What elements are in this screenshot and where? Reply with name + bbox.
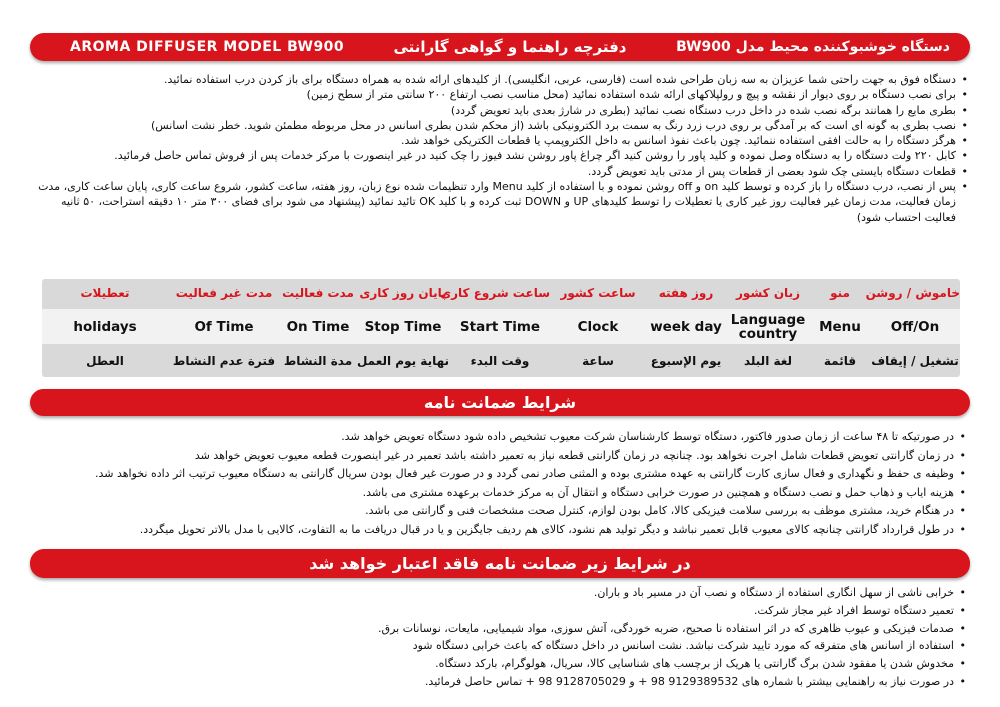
list-item: • استفاده از اسانس های متفرقه که مورد تایید شرکت نباشد. نشت اسانس در داخل دستگاه که باعث خرابی دستگاه شود [300,637,970,655]
list-item: • در صورت نیاز به راهنمایی بیشتر با شماره های 9129389532 98 + و 9128705029 98 + تماس حاصل فرمائید. [300,673,970,691]
column-persian: روز هفته [658,286,714,300]
table-column-weekday [646,279,726,377]
list-item: • قطعات دستگاه بایستی چک شود بعضی از قطعات پس از مدتی باید تعویض گردد. [28,164,972,179]
table-column-on-time [280,279,356,377]
table-column-holidays [42,279,168,377]
column-english: On Time [280,309,356,344]
column-english: week day [646,309,726,344]
warranty-title: شرایط ضمانت نامه [423,393,577,412]
list-item: • پس از نصب، درب دستگاه را باز کرده و توسط کلید on و off روشن نموده و با استفاده از کلید Menu وارد تنظیمات شده نوع زبان، روز هفته، ساعت کشور، شروع ساعت کاری، پایان ساعت کاری، مدت زمان فعالیت، مدت زمان غیر فعالیت روز غیر کاری یا تعطیلات را توسط کلیدهای UP و DOWN ثبت کرده و با کلید OK تائید نمائید (پیشنهاد می شود برای فضای ۳۰۰ متر ۱۰ دقیقه استراحت، ۵۰ ثانیه فعالیت احتساب شود) [28,179,972,225]
list-item: • کابل ۲۲۰ ولت دستگاه را به دستگاه وصل نموده و کلید پاور را روشن کنید اگر چراغ پاور روشن نشد فیوز را چک کنید در غیر اینصورت با مرکز خدمات پس از فروش تماس حاصل فرمائید. [28,148,972,163]
column-persian: مدت غیر فعالیت [175,286,273,300]
void-header-bar [30,549,970,578]
column-english: Menu [810,309,870,344]
column-english: Stop Time [356,309,450,344]
column-persian: زبان کشور [736,286,800,300]
void-title: در شرایط زیر ضمانت نامه فاقد اعتبار خواهد شد [309,554,691,573]
header-bar [30,33,970,61]
column-english: Start Time [450,309,550,344]
column-persian: منو [830,286,850,300]
column-english: Language country [726,309,810,344]
list-item: • بطری مایع را همانند برگه نصب شده در داخل درب دستگاه نصب نمائید (بطری در شارژ بعدی باید تعویض گردد) [28,103,972,118]
table-column-offon [865,279,960,377]
column-persian: ساعت شروع کاری [440,286,550,300]
warranty-header-bar [30,389,970,416]
table-column-start-time [440,279,550,377]
column-persian: تعطیلات [80,286,130,300]
column-arabic: لغة البلد [743,354,793,368]
column-english: Clock [550,309,646,344]
column-arabic: العطل [86,354,124,368]
column-arabic: ساعة [582,354,614,368]
warranty-list [50,428,970,539]
column-english: holidays [42,309,168,344]
list-item: • در زمان گارانتی تعویض قطعات شامل اجرت نخواهد بود. چنانچه در زمان گارانتی قطعه نیاز به تعمیر داشته باشد تعمیر در غیر اینصورت قطعه معیوب تعویض خواهد شد [50,447,970,466]
column-arabic: تشغیل / إیقاف [871,354,959,368]
column-english: Of Time [168,309,280,344]
table-column-language [726,279,810,377]
list-item: • دستگاه فوق به جهت راحتی شما عزیزان به سه زبان طراحی شده است (فارسی، عربی، انگلیسی). از کلیدهای ارائه شده به همراه دستگاه برای باز کردن درب استفاده نمائید. [28,72,972,87]
menu-table [42,279,960,377]
column-arabic: نهایة یوم العمل [356,354,450,368]
column-arabic: فترة عدم النشاط [172,354,276,368]
list-item: • نصب بطری به گونه ای است که بر آمدگی بر روی درب زرد رنگ به سمت برد الکترونیکی باشد (از محکم شدن بطری اسانس در محل مربوطه مطمئن شوید. خطر نشت اسانس) [28,118,972,133]
void-conditions-list [300,584,970,691]
model-persian: دستگاه خوشبوکننده محیط مدل BW900 [676,39,950,55]
list-item: • هزینه ایاب و ذهاب حمل و نصب دستگاه و همچنین در صورت خرابی دستگاه و انتقال آن به مرکز خدمات برعهده مشتری می باشد. [50,484,970,503]
list-item: • در صورتیکه تا ۴۸ ساعت از زمان صدور فاکتور، دستگاه توسط کارشناسان شرکت معیوب تشخیص داده شود دستگاه تعویض خواهد شد. [50,428,970,447]
column-english: Off/On [870,309,960,344]
table-column-off-time [168,279,280,377]
list-item: • مخدوش شدن یا مفقود شدن برگ گارانتی یا هریک از برچسب های شناسایی کالا، سریال، هولوگرام، بارکد دستگاه. [300,655,970,673]
model-english: AROMA DIFFUSER MODEL BW900 [70,39,345,55]
table-column-menu [810,279,870,377]
table-column-clock [550,279,646,377]
table-column-stop-time [356,279,450,377]
column-persian: پایان روز کاری [359,286,447,300]
column-persian: مدت فعالیت [282,286,354,300]
list-item: • در هنگام خرید، مشتری موظف به بررسی سلامت فیزیکی کالا، کامل بودن لوازم، کنترل صحت مشخصات فنی و گارانتی می باشد. [50,502,970,521]
column-arabic: قائمة [823,354,857,368]
list-item: • وظیفه ی حفظ و نگهداری و فعال سازی کارت گارانتی به عهده مشتری بوده و المثنی صادر نمی گردد و در صورت غیر فعال بودن سریال گارانتی به دستگاه معیوب ترتیب اثر داده نخواهد شد. [50,465,970,484]
list-item: • در طول قرارداد گارانتی چنانچه کالای معیوب قابل تعمیر نباشد و دیگر تولید هم نشود، کالای هم ردیف جایگزین و یا در قبال دریافت ما به التفاوت، کالایی با مدل بالاتر تحویل میگردد. [50,521,970,540]
column-arabic: یوم الإسبوع [650,354,722,368]
list-item: • خرابی ناشی از سهل انگاری استفاده از دستگاه و نصب آن در مسیر باد و باران. [300,584,970,602]
column-persian: ساعت کشور [560,286,636,300]
instructions-list [28,72,972,225]
column-persian: خاموش / روشن [865,286,960,300]
list-item: • هرگز دستگاه را به حالت افقی استفاده ننمائید. چون باعث نفوذ اسانس به داخل الکتروپمپ یا قطعات الکتریکی خواهد شد. [28,133,972,148]
list-item: • صدمات فیزیکی و عیوب ظاهری که در اثر استفاده نا صحیح، ضربه خوردگی، آتش سوزی، مواد شیمیایی، مایعات، نوسانات برق. [300,620,970,638]
list-item: • برای نصب دستگاه بر روی دیوار از نقشه و پیچ و رولپلاکهای ارائه شده استفاده نمائید (محل مناسب نصب ارتفاع ۲۰۰ سانتی متر از سطح زمین) [28,87,972,102]
list-item: • تعمیر دستگاه توسط افراد غیر مجاز شرکت. [300,602,970,620]
column-arabic: وقت البدء [470,354,530,368]
manual-title: دفترچه راهنما و گواهی گارانتی [393,38,627,56]
column-arabic: مدة النشاط [283,354,353,368]
